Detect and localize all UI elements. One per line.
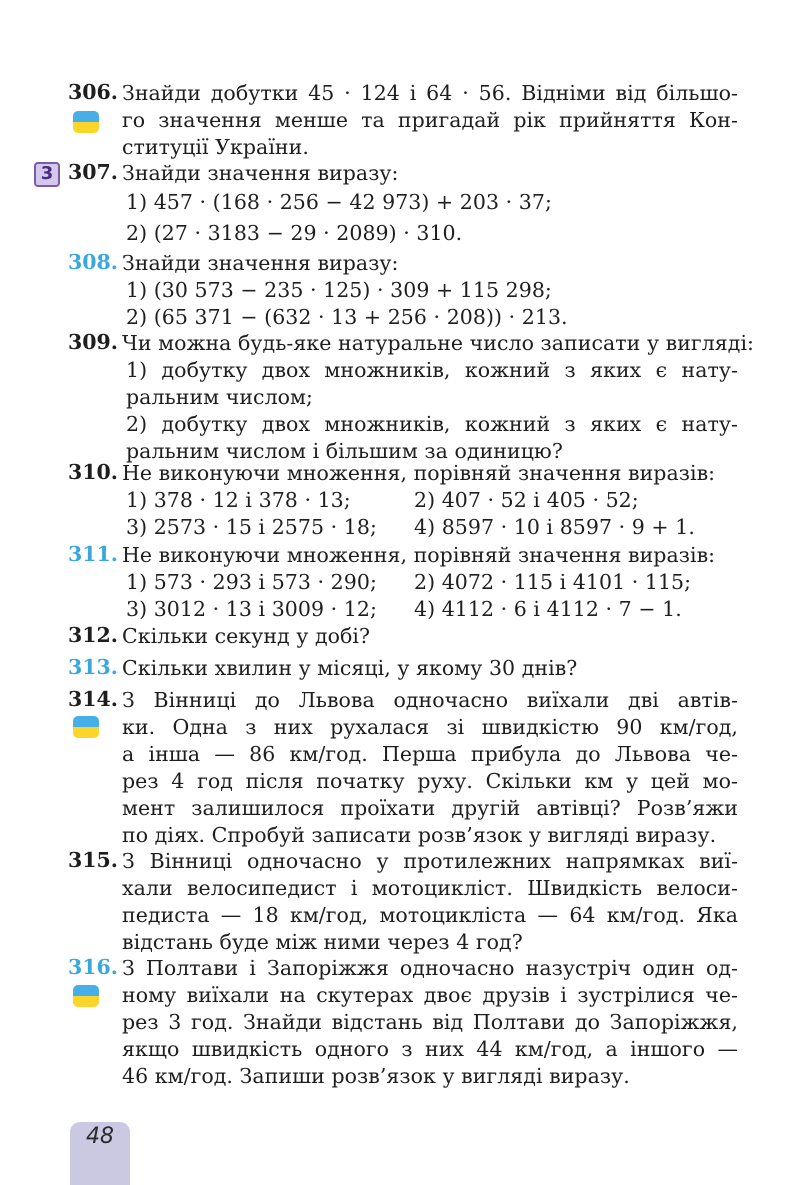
task-item: 1) 573 · 293 і 573 · 290; bbox=[126, 570, 377, 594]
task-item: 1) 457 · (168 · 256 − 42 973) + 203 · 37; bbox=[126, 190, 552, 214]
task-text-line: Не виконуючи множення, порівняй значення виразів: bbox=[122, 461, 716, 485]
task-item: 1) (30 573 − 235 · 125) · 309 + 115 298; bbox=[126, 278, 552, 302]
task-item: 2) (27 · 3183 − 29 · 2089) · 310. bbox=[126, 221, 463, 245]
task-item: 2) 407 · 52 і 405 · 52; bbox=[414, 488, 639, 512]
task-text-line: Чи можна будь-яке натуральне число записати у вигляді: bbox=[122, 331, 755, 355]
task-item: ральним числом і більшим за одиницю? bbox=[126, 439, 563, 463]
task-text-line: ки. Одна з них рухалася зі швидкістю 90 км/год, bbox=[122, 715, 738, 739]
task-text-line: Не виконуючи множення, порівняй значення виразів: bbox=[122, 543, 716, 567]
task-number: 315. bbox=[68, 848, 118, 872]
task-item: 3) 2573 · 15 і 2575 · 18; bbox=[126, 515, 377, 539]
task-text-line: рез 4 год після початку руху. Скільки км у цей мо- bbox=[122, 769, 738, 793]
task-number: 307. bbox=[68, 160, 118, 184]
task-text-line: З Полтави і Запоріжжя одночасно назустріч один од- bbox=[122, 956, 738, 980]
task-number: 308. bbox=[68, 250, 118, 274]
task-text-line: Знайди значення виразу: bbox=[122, 161, 399, 185]
task-text-line: якщо швидкість одного з них 44 км/год, а іншого — bbox=[122, 1037, 738, 1061]
task-number: 313. bbox=[68, 655, 118, 679]
task-item: 4) 8597 · 10 і 8597 · 9 + 1. bbox=[414, 515, 695, 539]
task-text-line: го значення менше та пригадай рік прийняття Кон- bbox=[122, 108, 738, 132]
task-text-line: педиста — 18 км/год, мотоцикліста — 64 км/год. Яка bbox=[122, 903, 738, 927]
task-number: 310. bbox=[68, 460, 118, 484]
page-number: 48 bbox=[86, 1124, 114, 1149]
task-item: 2) 4072 · 115 і 4101 · 115; bbox=[414, 570, 692, 594]
level-3-badge-icon: 3 bbox=[34, 162, 60, 187]
task-number: 311. bbox=[68, 542, 118, 566]
task-item: 4) 4112 · 6 і 4112 · 7 − 1. bbox=[414, 597, 682, 621]
task-text-line: Скільки секунд у добі? bbox=[122, 624, 371, 648]
task-text-line: ному виїхали на скутерах двоє друзів і зустрілися че- bbox=[122, 983, 738, 1007]
task-number: 314. bbox=[68, 687, 118, 711]
task-text-line: З Вінниці до Львова одночасно виїхали дві автів- bbox=[122, 688, 738, 712]
task-text-line: 46 км/год. Запиши розв’язок у вигляді виразу. bbox=[122, 1064, 630, 1088]
task-number: 312. bbox=[68, 623, 118, 647]
page-number-tab bbox=[70, 1122, 130, 1185]
ukraine-flag-icon bbox=[73, 985, 99, 1007]
task-text-line: З Вінниці одночасно у протилежних напрямках виї- bbox=[122, 849, 738, 873]
task-number: 309. bbox=[68, 330, 118, 354]
task-item: 1) 378 · 12 і 378 · 13; bbox=[126, 488, 351, 512]
ukraine-flag-icon bbox=[73, 716, 99, 738]
task-text-line: Знайди значення виразу: bbox=[122, 251, 399, 275]
task-item: 2) добутку двох множників, кожний з яких є нату- bbox=[126, 412, 738, 436]
task-number: 306. bbox=[68, 80, 118, 104]
ukraine-flag-icon bbox=[73, 111, 99, 133]
task-text-line: хали велосипедист і мотоцикліст. Швидкість велоси- bbox=[122, 876, 738, 900]
task-text-line: рез 3 год. Знайди відстань від Полтави до Запоріжжя, bbox=[122, 1010, 738, 1034]
task-number: 316. bbox=[68, 955, 118, 979]
task-text-line: відстань буде між ними через 4 год? bbox=[122, 930, 523, 954]
task-text-line: по діях. Спробуй записати розв’язок у вигляді виразу. bbox=[122, 823, 717, 847]
task-item: ральним числом; bbox=[126, 385, 313, 409]
task-item: 3) 3012 · 13 і 3009 · 12; bbox=[126, 597, 377, 621]
task-text-line: мент залишилося проїхати другій автівці? Розв’яжи bbox=[122, 796, 738, 820]
task-item: 1) добутку двох множників, кожний з яких є нату- bbox=[126, 358, 738, 382]
task-text-line: а інша — 86 км/год. Перша прибула до Львова че- bbox=[122, 742, 738, 766]
task-text-line: ституції України. bbox=[122, 135, 309, 159]
task-text-line: Знайди добутки 45 · 124 і 64 · 56. Відніми від більшо- bbox=[122, 81, 738, 105]
task-item: 2) (65 371 − (632 · 13 + 256 · 208)) · 213. bbox=[126, 305, 568, 329]
task-text-line: Скільки хвилин у місяці, у якому 30 днів? bbox=[122, 656, 578, 680]
